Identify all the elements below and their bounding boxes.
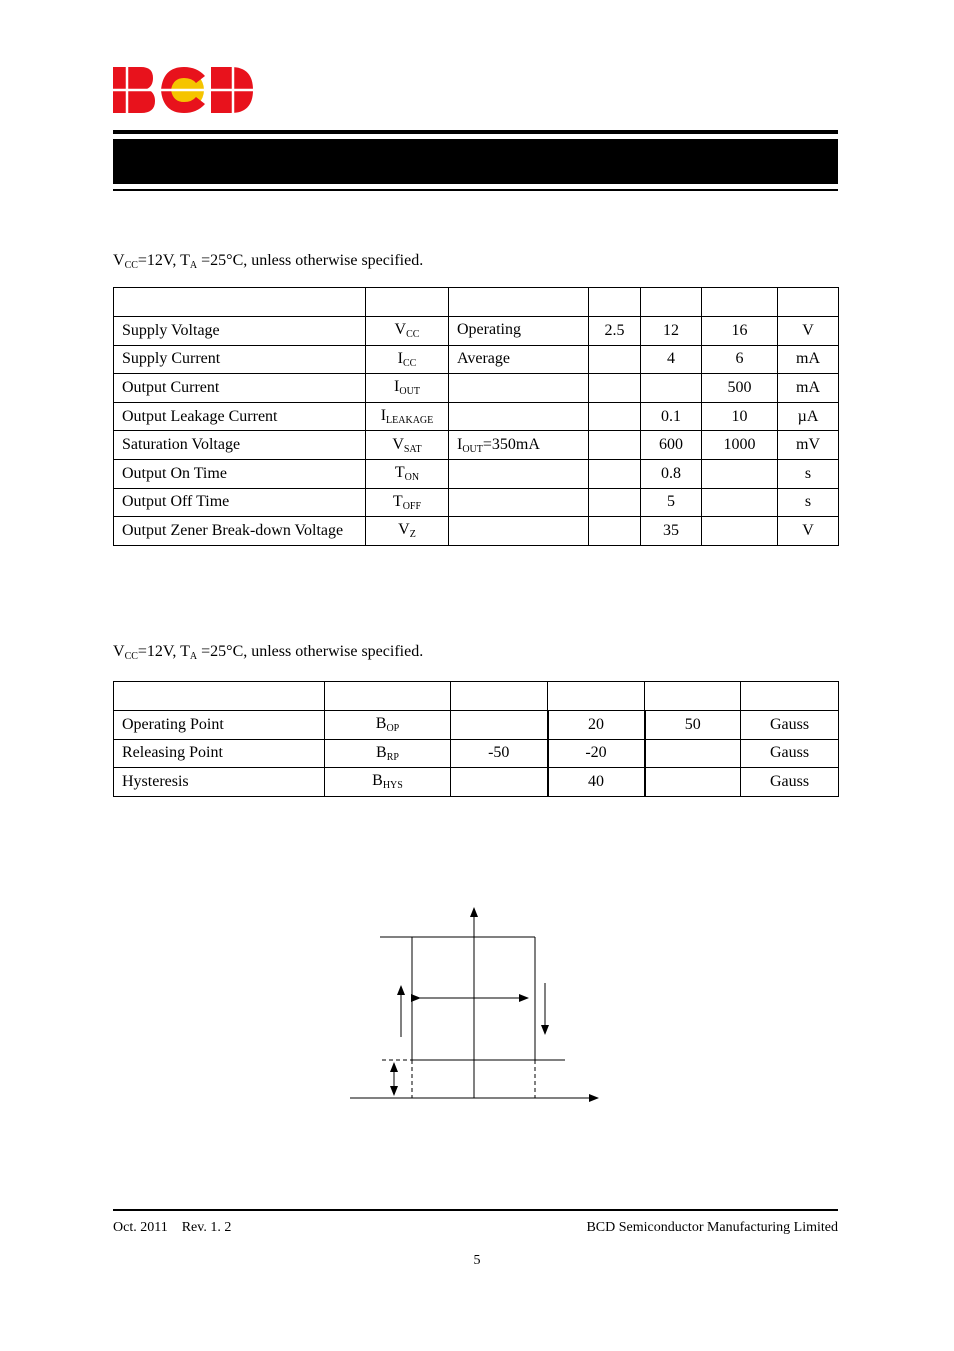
unit-cell: mA (778, 345, 839, 374)
min-cell (589, 431, 641, 460)
min-cell (589, 402, 641, 431)
max-cell: 16 (702, 317, 778, 346)
footer-rule (113, 1209, 838, 1211)
page-number: 5 (473, 1253, 481, 1268)
symbol-cell: $I_{OUT}$ (366, 374, 449, 403)
min-cell (451, 768, 548, 797)
max-cell: 10 (702, 402, 778, 431)
table-row (114, 317, 839, 346)
table-header-row (114, 682, 839, 711)
magnetic-conditions-note: $V_{CC}=12V$, $T_A =25^\circ C$, unless otherwise specified. (113, 643, 424, 662)
max-cell: 1000 (702, 431, 778, 460)
parameter-cell: Output Current (114, 374, 366, 403)
unit-cell: Gauss (741, 768, 839, 797)
min-cell: 2.5 (589, 317, 641, 346)
table-row (114, 711, 839, 740)
max-cell: 50 (645, 711, 741, 740)
unit-cell: µA (778, 402, 839, 431)
table-row (114, 488, 839, 517)
parameter-cell: Output Leakage Current (114, 402, 366, 431)
table-row (114, 402, 839, 431)
table-header-row (114, 288, 839, 317)
max-cell: 6 (702, 345, 778, 374)
symbol-cell: $B_{RP}$ (325, 739, 451, 768)
min-cell (451, 711, 548, 740)
max-cell (702, 488, 778, 517)
unit-cell: s (778, 488, 839, 517)
unit-cell: V (778, 517, 839, 546)
unit-cell: Gauss (741, 711, 839, 740)
max-cell (702, 517, 778, 546)
min-cell (589, 345, 641, 374)
symbol-cell: $I_{CC}$ (366, 345, 449, 374)
table-row (114, 768, 839, 797)
conditions-cell (449, 374, 589, 403)
max-cell: 500 (702, 374, 778, 403)
min-cell (589, 374, 641, 403)
max-cell (645, 739, 741, 768)
unit-cell: Gauss (741, 739, 839, 768)
conditions-cell: $I_{OUT}=350mA$ (449, 431, 589, 460)
symbol-cell: $B_{HYS}$ (325, 768, 451, 797)
symbol-cell: $T_{ON}$ (366, 459, 449, 488)
min-cell: -50 (451, 739, 548, 768)
typ-cell: 20 (548, 711, 645, 740)
typ-cell: -20 (548, 739, 645, 768)
conditions-cell (449, 488, 589, 517)
typ-cell: 35 (641, 517, 702, 546)
typ-cell: 5 (641, 488, 702, 517)
typ-cell: 4 (641, 345, 702, 374)
symbol-cell: $B_{OP}$ (325, 711, 451, 740)
typ-cell (641, 374, 702, 403)
table-row (114, 459, 839, 488)
unit-cell: V (778, 317, 839, 346)
conditions-cell: Average (449, 345, 589, 374)
symbol-cell: $V_{CC}$ (366, 317, 449, 346)
unit-cell: s (778, 459, 839, 488)
unit-cell: mA (778, 374, 839, 403)
table-row (114, 345, 839, 374)
header-top-rule (113, 130, 838, 134)
symbol-cell: $I_{LEAKAGE}$ (366, 402, 449, 431)
min-cell (589, 459, 641, 488)
max-cell (702, 459, 778, 488)
parameter-cell: Output On Time (114, 459, 366, 488)
footer-date-rev (113, 1220, 231, 1236)
footer-rev: Rev. 1. 2 (181, 1220, 232, 1235)
bcd-logo (113, 66, 255, 114)
parameter-cell: Operating Point (114, 711, 325, 740)
magnetic-characteristics-table (113, 681, 839, 797)
footer-date: Oct. 2011 (113, 1220, 168, 1235)
symbol-cell: $V_Z$ (366, 517, 449, 546)
parameter-cell: Output Off Time (114, 488, 366, 517)
conditions-cell (449, 517, 589, 546)
table-row (114, 517, 839, 546)
table-row (114, 739, 839, 768)
header-bottom-rule (113, 189, 838, 191)
max-cell (645, 768, 741, 797)
typ-cell: 40 (548, 768, 645, 797)
unit-cell: mV (778, 431, 839, 460)
typ-cell: 12 (641, 317, 702, 346)
typ-cell: 0.1 (641, 402, 702, 431)
parameter-cell: Supply Voltage (114, 317, 366, 346)
parameter-cell: Hysteresis (114, 768, 325, 797)
electrical-characteristics-table (113, 287, 839, 546)
table-row (114, 374, 839, 403)
parameter-cell: Releasing Point (114, 739, 325, 768)
parameter-cell: Output Zener Break-down Voltage (114, 517, 366, 546)
min-cell (589, 517, 641, 546)
parameter-cell: Supply Current (114, 345, 366, 374)
symbol-cell: $V_{SAT}$ (366, 431, 449, 460)
table-row (114, 431, 839, 460)
typ-cell: 0.8 (641, 459, 702, 488)
electrical-conditions-note: $V_{CC}=12V$, $T_A =25^\circ C$, unless otherwise specified. (113, 252, 424, 271)
conditions-cell (449, 402, 589, 431)
header-black-bar (113, 139, 838, 184)
footer-company: BCD Semiconductor Manufacturing Limited (586, 1220, 838, 1235)
typ-cell: 600 (641, 431, 702, 460)
hysteresis-diagram (340, 900, 610, 1115)
parameter-cell: Saturation Voltage (114, 431, 366, 460)
conditions-cell (449, 459, 589, 488)
symbol-cell: $T_{OFF}$ (366, 488, 449, 517)
conditions-cell: Operating (449, 317, 589, 346)
min-cell (589, 488, 641, 517)
